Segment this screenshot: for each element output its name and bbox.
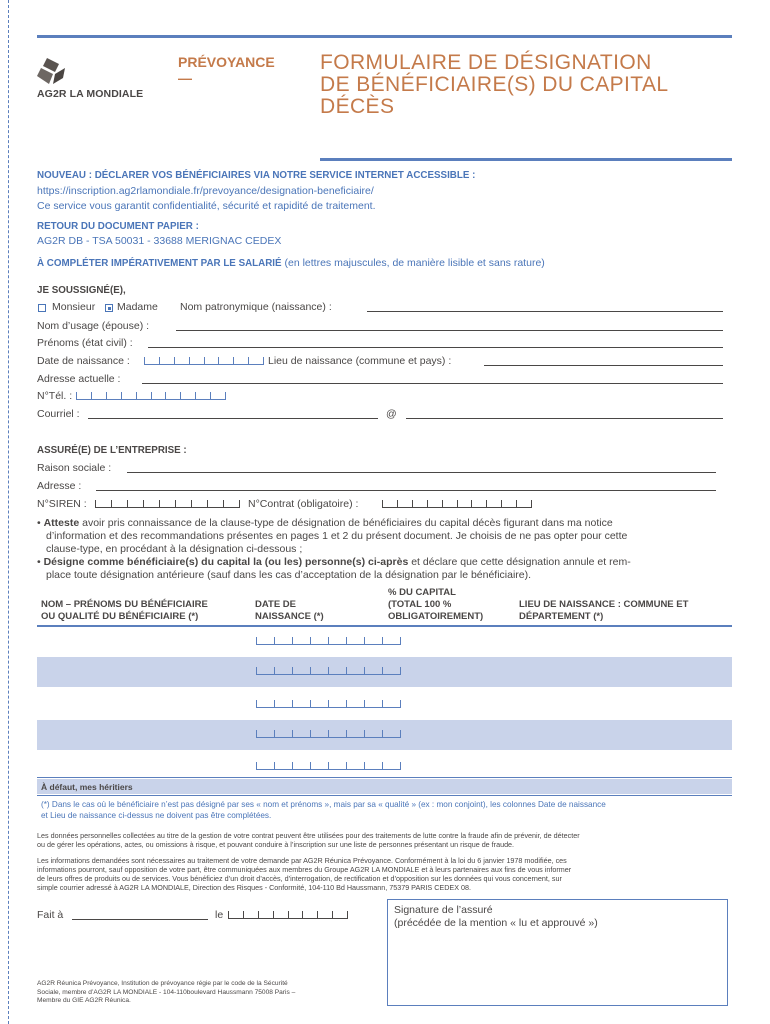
madame-label: Madame xyxy=(117,301,158,313)
monsieur-label: Monsieur xyxy=(52,301,96,313)
table-row[interactable] xyxy=(37,627,732,657)
atteste-line2: d’information et des recommandations présentes en pages 1 et 2 du présent document. Je choisis de ne pas opter pour cette xyxy=(46,530,628,542)
brand-logo xyxy=(37,56,167,100)
monsieur-checkbox[interactable] xyxy=(38,304,46,312)
lieu-naissance-label: Lieu de naissance (commune et pays) : xyxy=(268,355,452,367)
col-lieu-header: LIEU DE NAISSANCE : COMMUNE ET DÉPARTEMENT (*) xyxy=(519,599,689,622)
col-nom-header: NOM – PRÉNOMS DU BÉNÉFICIAIRE OU QUALITÉ DU BÉNÉFICIAIRE (*) xyxy=(41,599,208,622)
signature-date-field[interactable] xyxy=(228,911,348,919)
signature-box-instruction: (précédée de la mention « lu et approuvé ») xyxy=(394,917,598,929)
adresse-label: Adresse actuelle : xyxy=(37,373,121,385)
donnees-note: Les données personnelles collectées au titre de la gestion de votre contrat peuvent être utilisées pour des traitements de lutte contre la fraude afin de prévenir, de détecter ou de gérer les opérations, actes, ou omissions à risque, et pouvant conduire à l’inscription sur une liste de personnes présentant un risque de fraude. xyxy=(37,831,580,849)
table-row[interactable] xyxy=(37,720,732,750)
table-row[interactable] xyxy=(37,657,732,687)
courriel-domain-field[interactable] xyxy=(406,418,723,419)
courriel-label: Courriel : xyxy=(37,408,80,420)
contrat-label: N°Contrat (obligatoire) : xyxy=(248,498,359,510)
nom-patronymique-label: Nom patronymique (naissance) : xyxy=(180,301,332,313)
service-note: Ce service vous garantit confidentialité, sécurité et rapidité de traitement. xyxy=(37,200,376,212)
lieu-naissance-field[interactable] xyxy=(484,365,723,366)
madame-checkbox[interactable] xyxy=(105,304,113,312)
atteste-bullet: • Atteste avoir pris connaissance de la clause-type de désignation de bénéficiaires du capital décès figurant dans ma notice xyxy=(37,517,613,529)
entreprise-adresse-label: Adresse : xyxy=(37,480,82,492)
nom-usage-label: Nom d’usage (épouse) : xyxy=(37,320,150,332)
designe-bullet: • Désigne comme bénéficiaire(s) du capital la (ou les) personne(s) ci-après et déclare que cette désignation annule et rem- xyxy=(37,556,631,568)
defaut-band xyxy=(37,779,732,794)
row-date-field[interactable] xyxy=(256,637,401,645)
soussigne-heading: JE SOUSSIGNÉ(E), xyxy=(37,285,126,296)
defaut-heritiers: À défaut, mes héritiers xyxy=(41,782,133,792)
cut-line xyxy=(8,0,9,1024)
col-pourcentage-header: % DU CAPITAL (TOTAL 100 % OBLIGATOIREMENT) xyxy=(388,587,484,622)
title-rule xyxy=(320,158,732,161)
page-title: FORMULAIRE DE DÉSIGNATION DE BÉNÉFICIAIRE(S) DU CAPITAL DÉCÈS xyxy=(320,51,669,118)
nom-patronymique-field[interactable] xyxy=(367,311,723,312)
tel-label: N°Tél. : xyxy=(37,390,73,402)
footer-legal: AG2R Réunica Prévoyance, Institution de prévoyance régie par le code de la Sécurité Sociale, membre d’AG2R LA MONDIALE - 104-110boulevard Haussmann 75008 Paris – Membre du GIE AG2R Réunica. xyxy=(37,980,296,1004)
designe-line2: place toute désignation antérieure (sauf dans les cas d’acceptation de la désignation par le bénéficiaire). xyxy=(46,569,532,581)
entreprise-adresse-field[interactable] xyxy=(96,490,716,491)
raison-sociale-field[interactable] xyxy=(127,472,716,473)
adresse-field[interactable] xyxy=(142,383,723,384)
informations-note: Les informations demandées sont nécessaires au traitement de votre demande par AG2R Réunica Prévoyance. Conformément à la loi du 6 janvier 1978 modifiée, ces informations pourront, sauf opposition de votre part, être communiquées aux membres du Groupe AG2R LA MONDIALE et à leurs partenaires aux fins de vous informer de leurs offres de produits ou de services. Vous bénéficiez d’un droit d’accès, d’interrogation, de rectification et d’opposition sur les données qui vous concernent, sur simple courrier adressé à AG2R LA MONDIALE, Direction des Risques - Conformité, 104-110 Bd Haussmann, 75379 PARIS CEDEX 08. xyxy=(37,856,572,892)
date-naissance-label: Date de naissance : xyxy=(37,355,130,367)
courriel-user-field[interactable] xyxy=(88,418,378,419)
defaut-rule xyxy=(37,777,732,778)
brand-name: AG2R LA MONDIALE xyxy=(37,88,144,100)
col-date-header: DATE DE NAISSANCE (*) xyxy=(255,599,324,622)
prenoms-field[interactable] xyxy=(148,347,723,348)
siren-label: N°SIREN : xyxy=(37,498,87,510)
row-date-field[interactable] xyxy=(256,762,401,770)
le-label: le xyxy=(215,909,224,921)
atteste-line3: clause-type, en procédant à la désignation ci-dessous ; xyxy=(46,543,303,555)
nouveau-heading: NOUVEAU : DÉCLARER VOS BÉNÉFICIAIRES VIA NOTRE SERVICE INTERNET ACCESSIBLE : xyxy=(37,170,476,181)
defaut-bottom-rule xyxy=(37,795,732,796)
ag2r-logo-icon xyxy=(37,56,67,86)
top-rule xyxy=(37,35,732,38)
asterisk-note: (*) Dans le cas où le bénéficiaire n’est pas désigné par ses « nom et prénoms », mais par sa « qualité » (ex : mon conjoint), les colonnes Date de naissance et Lieu de naissance ci-dessus ne doivent pas être complétées. xyxy=(41,800,606,820)
contrat-field[interactable] xyxy=(382,500,532,508)
siren-field[interactable] xyxy=(95,500,240,508)
at-sign: @ xyxy=(386,408,397,420)
entreprise-heading: ASSURÉ(E) DE L’ENTREPRISE : xyxy=(37,445,187,456)
signature-box[interactable] xyxy=(387,899,728,1006)
fait-a-label: Fait à xyxy=(37,909,64,921)
row-date-field[interactable] xyxy=(256,730,401,738)
row-date-field[interactable] xyxy=(256,700,401,708)
date-naissance-field[interactable] xyxy=(144,357,264,365)
completer-instruction: À COMPLÉTER IMPÉRATIVEMENT PAR LE SALARIÉ (en lettres majuscules, de manière lisible et sans rature) xyxy=(37,257,545,269)
tel-field[interactable] xyxy=(76,392,226,400)
row-date-field[interactable] xyxy=(256,667,401,675)
raison-sociale-label: Raison sociale : xyxy=(37,462,112,474)
prenoms-label: Prénoms (état civil) : xyxy=(37,337,133,349)
table-row[interactable] xyxy=(37,690,732,720)
online-service-link[interactable]: https://inscription.ag2rlamondiale.fr/prevoyance/designation-beneficiaire/ xyxy=(37,185,374,197)
signature-box-title: Signature de l’assuré xyxy=(394,904,493,916)
category-label: PRÉVOYANCE — xyxy=(178,54,275,86)
nom-usage-field[interactable] xyxy=(176,330,723,331)
retour-heading: RETOUR DU DOCUMENT PAPIER : xyxy=(37,221,199,232)
fait-a-field[interactable] xyxy=(72,919,208,920)
retour-address: AG2R DB - TSA 50031 - 33688 MERIGNAC CEDEX xyxy=(37,235,282,247)
